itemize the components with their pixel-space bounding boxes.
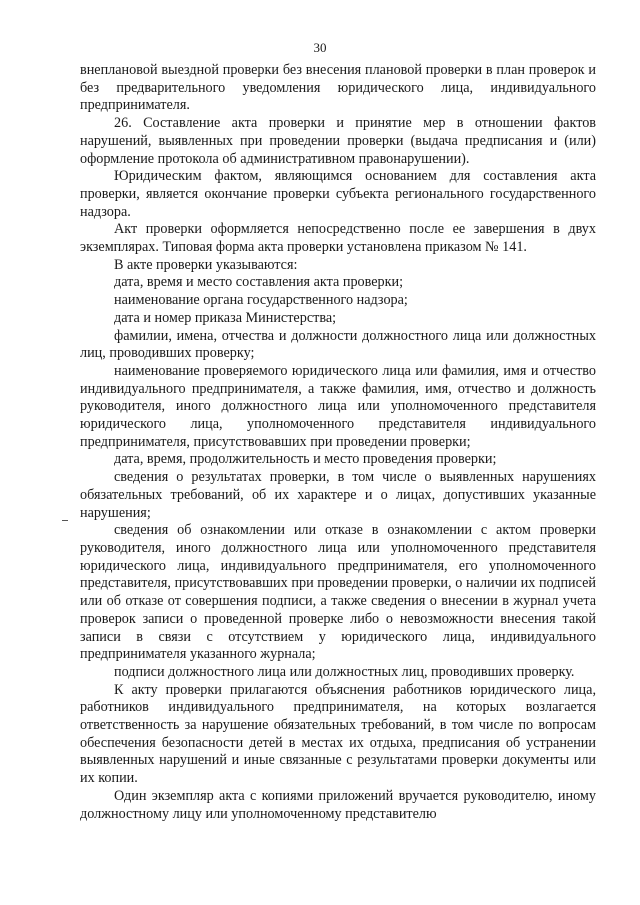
paragraph-5: В акте проверки указываются:: [114, 256, 298, 273]
paragraph-2: 26. Составление акта проверки и принятие мер в отношении фактов нарушений, выявленных при проведении проверки (выдача предписания и (или) оформление протокола об административном правонарушении).: [80, 115, 596, 167]
paragraph-3: Юридическим фактом, являющимся основанием для составления акта проверки, является окончание проверки субъекта регионального государственного надзора.: [80, 168, 596, 220]
list-item-5: наименование проверяемого юридического лица или фамилия, имя и отчество индивидуального предпринимателя, а также фамилия, имя, отчество и должность руководителя, иного должностного лица или уполномоченного представителя юридического лица, уполномоченного представителя индивидуального предпринимателя, присутствовавших при проведении проверки;: [80, 362, 596, 450]
paragraph-1: внеплановой выездной проверки без внесения плановой проверки в план проверок и без предварительного уведомления юридического лица, индивидуального предпринимателя.: [80, 62, 596, 114]
list-item-8: сведения об ознакомлении или отказе в ознакомлении с актом проверки руководителя, иного должностного лица или уполномоченного представителя юридического лица, индивидуального предпринимателя, его уполномоченного представителя, присутствовавших при проведении проверки, о наличии их подписей или об отказе от совершения подписи, а также сведения о внесении в журнал учета проверок записи о проведенной проверке либо о невозможности внесения такой записи в связи с отсутствием у юридического лица, индивидуального предпринимателя указанного журнала;: [80, 522, 596, 663]
scan-mark: [62, 520, 68, 521]
list-item-7: сведения о результатах проверки, в том числе о выявленных нарушениях обязательных требований, об их характере и о лицах, допустивших указанные нарушения;: [80, 469, 596, 521]
page-number: 30: [313, 40, 327, 55]
list-item-4: фамилии, имена, отчества и должности должностного лица или должностных лиц, проводивших проверку;: [80, 327, 596, 362]
document-body: [80, 62, 596, 823]
list-item-1: дата, время и место составления акта проверки;: [114, 274, 404, 291]
list-item-3: дата и номер приказа Министерства;: [114, 309, 337, 326]
list-item-6: дата, время, продолжительность и место проведения проверки;: [114, 451, 497, 468]
paragraph-6: К акту проверки прилагаются объяснения работников юридического лица, работников индивидуального предпринимателя, на которых возлагается ответственность за нарушение обязательных требований, в том числе по вопросам обеспечения безопасности детей в местах их отдыха, предписания об устранении выявленных нарушений и иные связанные с результатами проверки документы или их копии.: [80, 681, 596, 787]
list-item-2: наименование органа государственного надзора;: [114, 292, 408, 309]
list-item-9: подписи должностного лица или должностных лиц, проводивших проверку.: [114, 663, 575, 680]
paragraph-4: Акт проверки оформляется непосредственно после ее завершения в двух экземплярах. Типовая форма акта проверки установлена приказом № 141.: [80, 221, 596, 256]
paragraph-7: Один экземпляр акта с копиями приложений вручается руководителю, иному должностному лицу или уполномоченному представителю: [80, 787, 596, 822]
